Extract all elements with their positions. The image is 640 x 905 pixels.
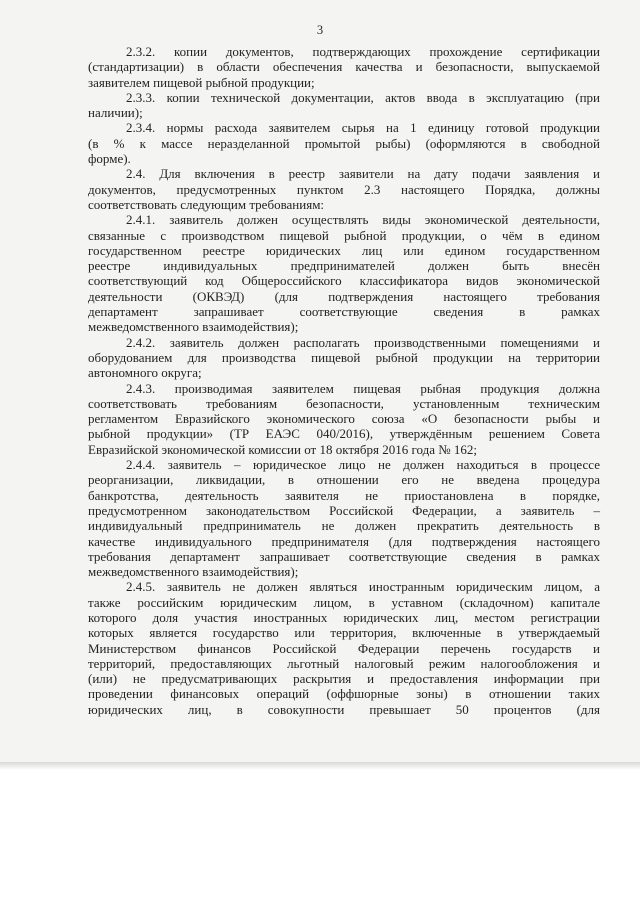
paragraph-p-2-4 <box>88 166 600 212</box>
text-line: 2.4.1. заявитель должен осуществлять виды экономической деятельности, <box>126 212 600 228</box>
text-line: соответствовать следующим требованиям: <box>88 196 325 212</box>
text-line: реестре индивидуальных предпринимателей должен быть внесён <box>88 258 600 274</box>
text-line: индивидуальный предприниматель не должен прекратить деятельность в <box>88 518 600 534</box>
text-line: банкротства, деятельность заявителя не приостановлена в порядке, <box>88 487 600 503</box>
text-line: связанные с производством пищевой рыбной продукции, о чём в едином <box>88 227 600 243</box>
text-line: территорий, предоставляющих льготный налоговый режим налогообложения и <box>88 655 600 671</box>
text-line: (стандартизации) в области обеспечения качества и безопасности, выпускаемой <box>88 59 600 75</box>
text-line: соответствовать требованиям безопасности, установленным техническим <box>88 395 600 411</box>
text-line: реорганизации, ликвидации, в отношении его не введена процедура <box>88 472 600 488</box>
text-line: регламентом Евразийского экономического союза «О безопасности рыбы и <box>88 411 600 427</box>
text-line: 2.3.2. копии документов, подтверждающих прохождение сертификации <box>126 44 600 59</box>
text-line: межведомственного взаимодействия); <box>88 564 299 580</box>
text-line: которых является государство или территория, включенные в утверждаемый <box>88 625 600 641</box>
text-line: качестве индивидуального предпринимателя (для подтверждения настоящего <box>88 533 600 549</box>
text-line: форме). <box>88 151 131 167</box>
text-line: рыбной продукции» (ТР ЕАЭС 040/2016), утверждённым решением Совета <box>88 426 600 442</box>
text-line: также российским юридическим лицом, в уставном (складочном) капитале <box>88 594 600 610</box>
text-line: государственном реестре юридических лиц или едином государственном <box>88 242 600 258</box>
text-line: департамент запрашивает соответствующие сведения в рамках <box>88 304 600 320</box>
text-line: юридических лиц, в совокупности превышает 50 процентов (для <box>88 701 600 717</box>
paragraph-p-2-3-2 <box>88 44 600 90</box>
paragraph-p-2-4-1 <box>88 212 600 334</box>
paragraph-p-2-3-4 <box>88 120 600 166</box>
text-line: заявителем пищевой рыбной продукции; <box>88 74 315 90</box>
text-line: автономного округа; <box>88 365 202 381</box>
text-line: предусмотренном законодательством Российской Федерации, а заявитель – <box>88 502 600 518</box>
text-line: 2.4.4. заявитель – юридическое лицо не должен находиться в процессе <box>126 457 600 473</box>
text-line: соответствующий код Общероссийского классификатора видов экономической <box>88 273 600 289</box>
paragraph-p-2-4-5 <box>88 579 600 717</box>
text-line: наличии); <box>88 105 143 121</box>
text-line: межведомственного взаимодействия); <box>88 319 299 335</box>
text-line: Евразийской экономической комиссии от 18 октября 2016 года № 162; <box>88 441 477 457</box>
paragraph-p-2-3-3 <box>88 90 600 121</box>
document-body <box>88 44 600 717</box>
text-line: 2.4.3. производимая заявителем пищевая рыбная продукция должна <box>126 380 600 396</box>
text-line: оборудованием для производства пищевой рыбной продукции на территории <box>88 349 600 365</box>
text-line: 2.4.5. заявитель не должен являться иностранным юридическим лицом, а <box>126 579 600 595</box>
paragraph-p-2-4-2 <box>88 335 600 381</box>
text-line: которого доля участия иностранных юридических лиц, местом регистрации <box>88 609 600 625</box>
paragraph-p-2-4-3 <box>88 381 600 457</box>
text-line: 2.4.2. заявитель должен располагать производственными помещениями и <box>126 334 600 350</box>
paragraph-p-2-4-4 <box>88 457 600 579</box>
text-line: Министерством финансов Российской Федерации перечень государств и <box>88 640 600 656</box>
text-line: (или) не предусматривающих раскрытия и предоставления информации при <box>88 671 600 687</box>
text-line: 2.3.4. нормы расхода заявителем сырья на 1 единицу готовой продукции <box>126 120 600 136</box>
text-line: требования департамент запрашивает соответствующие сведения в рамках <box>88 548 600 564</box>
text-line: 2.4. Для включения в реестр заявители на дату подачи заявления и <box>126 166 600 182</box>
text-line: проведении финансовых операций (оффшорные зоны) в отношении таких <box>88 686 600 702</box>
page-number: 3 <box>316 23 324 37</box>
text-line: (в % к массе неразделанной промытой рыбы) (оформляются в свободной <box>88 135 600 151</box>
text-line: документов, предусмотренных пунктом 2.3 настоящего Порядка, должны <box>88 181 600 197</box>
text-line: 2.3.3. копии технической документации, актов ввода в эксплуатацию (при <box>126 89 600 105</box>
scan-edge-shadow <box>0 762 640 770</box>
text-line: деятельности (ОКВЭД) (для подтверждения настоящего требования <box>88 288 600 304</box>
